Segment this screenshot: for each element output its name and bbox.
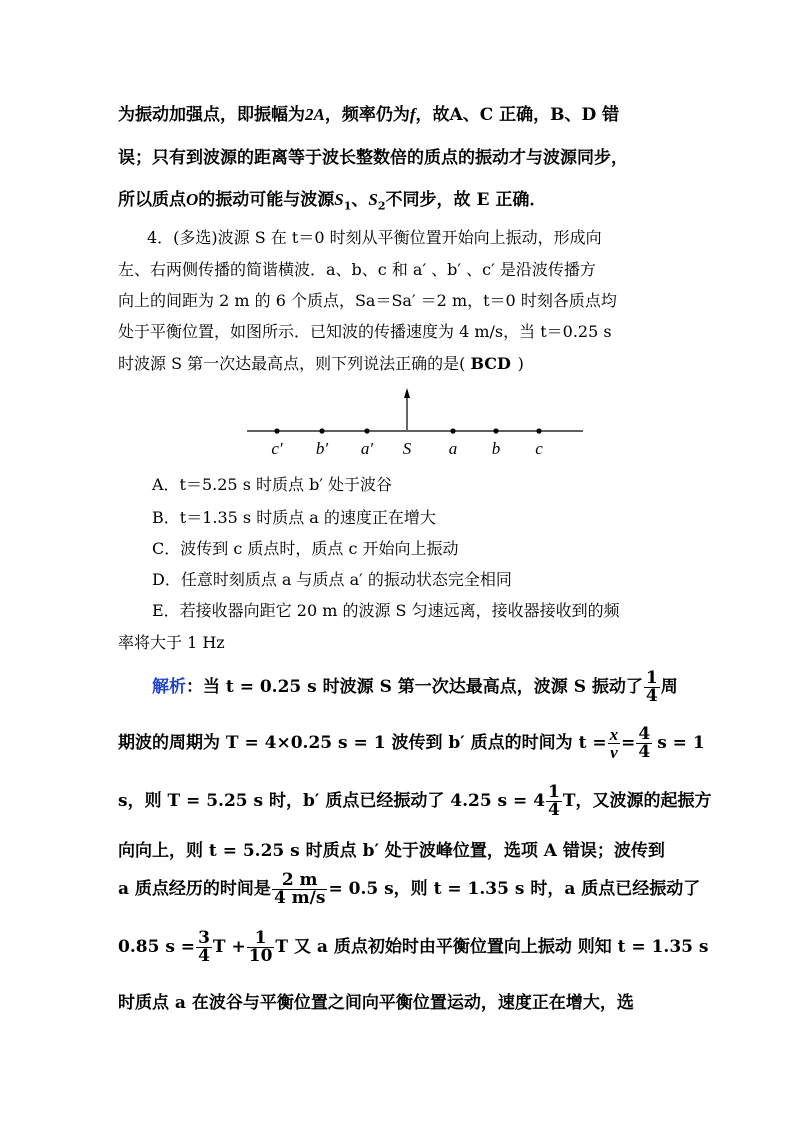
particle-dot	[450, 428, 455, 433]
text-span: 时波源 S 第一次达最高点，则下列说法正确的是(	[118, 354, 466, 373]
question-line: 4．(多选)波源 S 在 t＝0 时刻从平衡位置开始向上振动，形成向	[147, 228, 602, 247]
particle-label: b	[491, 439, 501, 458]
particle-label: b′	[315, 439, 329, 458]
fraction: $\frac{1}{4}$	[548, 782, 560, 820]
option-d: D．任意时刻质点 a 与质点 a′ 的振动状态完全相同	[152, 570, 512, 589]
particle-dot	[493, 428, 498, 433]
text-span: ：当 t = 0.25 s 时波源 S 第一次达最高点，波源 S 振动了	[186, 677, 643, 697]
text-span: s，则 T = 5.25 s 时，b′ 质点已经振动了 4.25 s = 4	[118, 791, 546, 811]
analysis-line	[118, 872, 700, 907]
text-span: =	[621, 733, 636, 753]
text-span: a 质点经历的时间是	[118, 879, 271, 899]
text-span: T 又 a 质点初始时由平衡位置向上振动 则知 t = 1.35 s	[275, 937, 709, 957]
fraction: $\frac{1}{10}$	[248, 928, 273, 966]
question-line	[118, 351, 524, 374]
analysis-line	[118, 784, 712, 819]
particle-dot	[319, 428, 324, 433]
answer: BCD	[470, 354, 511, 373]
question-line: 左、右两侧传播的简谐横波．a、b、c 和 a′ 、b′ 、c′ 是沿波传播方	[118, 260, 596, 279]
math-span: 2A	[305, 105, 325, 124]
particle-dot	[536, 428, 541, 433]
fraction: $\frac{2 m}{4 m/s}$	[273, 870, 326, 908]
particle-dot	[364, 428, 369, 433]
text-span: T +	[212, 937, 246, 957]
particle-dot	[274, 428, 279, 433]
text-span: 的振动可能与波源	[198, 190, 335, 210]
option-b: B．t＝1.35 s 时质点 a 的速度正在增大	[152, 508, 436, 527]
question-line: 处于平衡位置，如图所示．已知波的传播速度为 4 m/s，当 t＝0.25 s	[118, 322, 612, 341]
question-line: 向上的间距为 2 m 的 6 个质点，Sa＝Sa′ ＝2 m，t＝0 时刻各质点均	[118, 291, 617, 310]
analysis-line	[118, 726, 705, 761]
particle-label: S	[402, 439, 412, 458]
text-span: T，又波源的起振方	[562, 791, 712, 811]
option-a: A．t＝5.25 s 时质点 b′ 处于波谷	[152, 475, 393, 494]
math-span: S	[334, 190, 344, 209]
text-span: 、	[351, 190, 369, 210]
text-span: ，故A、C 正确，B、D 错	[415, 105, 620, 125]
text-span: 所以质点	[118, 190, 186, 210]
subscript: 1	[343, 199, 352, 213]
text-span: 期波的周期为 T = 4×0.25 s = 1 波传到 b′ 质点的时间为 t =	[118, 733, 607, 753]
analysis-tag: 解析	[152, 677, 186, 697]
text-span: 不同步，故 E 正确．	[385, 190, 547, 210]
analysis-line: 时质点 a 在波谷与平衡位置之间向平衡位置运动，速度正在增大，选	[118, 993, 634, 1013]
fraction: $\frac{x}{v}$	[609, 725, 619, 762]
option-e: E．若接收器向距它 20 m 的波源 S 匀速远离，接收器接收到的频	[152, 601, 620, 620]
particle-label: c	[535, 439, 543, 458]
option-e-cont: 率将大于 1 Hz	[118, 633, 225, 652]
text-span: )	[517, 354, 524, 373]
text-line	[118, 185, 547, 213]
arrow-up-icon	[404, 388, 410, 398]
math-span: O	[186, 190, 199, 209]
particle-label: a′	[360, 439, 374, 458]
text-line	[118, 100, 619, 125]
math-span: f	[409, 105, 416, 124]
fraction: $\frac{1}{4}$	[645, 668, 658, 706]
wave-source-figure	[240, 385, 590, 465]
text-span: 为振动加强点，即振幅为	[118, 105, 305, 125]
particle-label: c′	[271, 439, 283, 458]
text-span: ，频率仍为	[324, 105, 410, 125]
text-span: 周	[660, 677, 678, 697]
analysis-line	[118, 930, 709, 965]
text-span: s = 1	[657, 733, 705, 753]
particle-label: a	[448, 439, 458, 458]
text-span: 0.85 s =	[118, 937, 196, 957]
option-c: C．波传到 c 质点时，质点 c 开始向上振动	[152, 539, 459, 558]
text-line: 误；只有到波源的距离等于波长整数倍的质点的振动才与波源同步，	[118, 148, 628, 168]
analysis-line	[152, 670, 678, 705]
text-span: = 0.5 s，则 t = 1.35 s 时，a 质点已经振动了	[328, 879, 701, 899]
analysis-line: 向向上，则 t = 5.25 s 时质点 b′ 处于波峰位置，选项 A 错误；波传到	[118, 841, 665, 861]
fraction: $\frac{4}{4}$	[638, 724, 651, 762]
fraction: $\frac{3}{4}$	[198, 928, 210, 966]
math-span: S	[368, 190, 378, 209]
subscript: 2	[377, 199, 386, 213]
